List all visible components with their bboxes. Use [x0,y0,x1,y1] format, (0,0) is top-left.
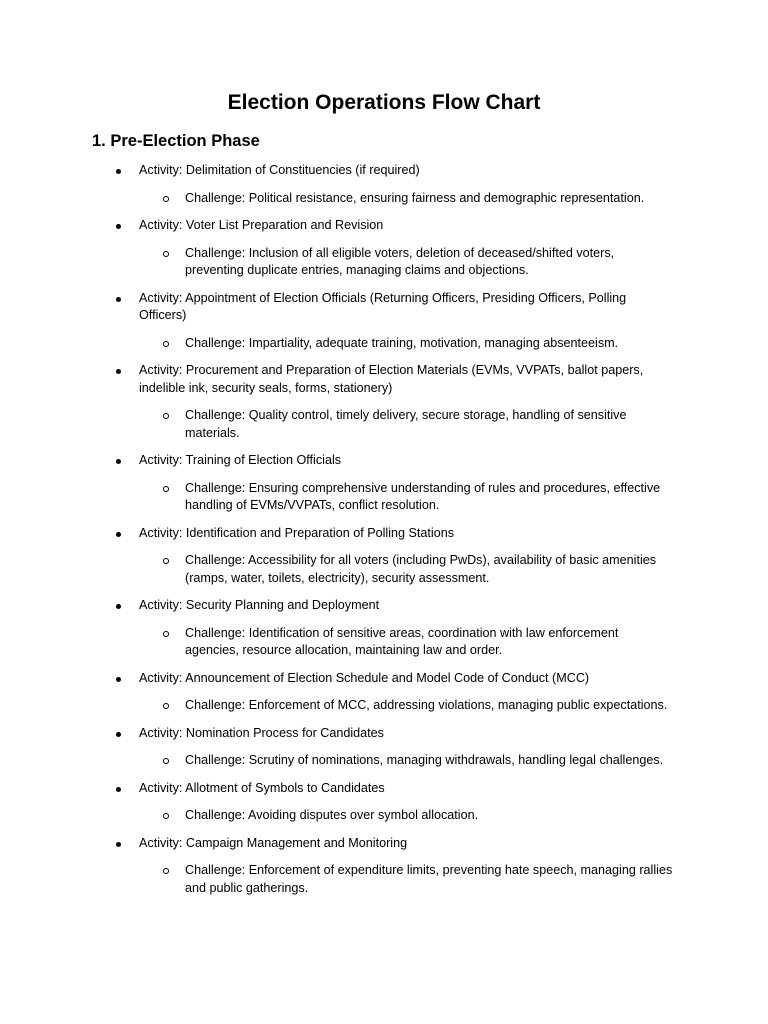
bullet-disc-icon [116,369,121,374]
challenge-text: Challenge: Avoiding disputes over symbol allocation. [185,808,479,822]
challenge-row [0,624,768,669]
bullet-circle-icon [163,813,169,819]
activity-text: Activity: Voter List Preparation and Revision [139,218,384,232]
bullet-disc-icon [116,297,121,302]
bullet-circle-icon [163,558,169,564]
activity-row [0,361,768,406]
bullet-circle-icon [163,703,169,709]
challenge-text: Challenge: Identification of sensitive areas, coordination with law enforcement agencies, resource allocation, maintaining law and order. [185,625,619,657]
activity-row [0,451,768,479]
bullet-circle-icon [163,251,169,257]
challenge-text: Challenge: Political resistance, ensuring fairness and demographic representation. [185,190,645,205]
bullet-disc-icon [116,532,121,537]
list-item [0,161,768,216]
activity-row [0,834,768,862]
challenge-row [0,334,768,362]
bullet-disc-icon [116,604,121,609]
challenge-text: Challenge: Impartiality, adequate training, motivation, managing absenteeism. [185,335,619,350]
challenge-row [0,861,768,906]
activity-list [0,161,768,906]
list-item [0,216,768,289]
bullet-circle-icon [163,758,169,764]
bullet-circle-icon [163,868,169,874]
activity-row [0,596,768,624]
bullet-disc-icon [116,169,121,174]
bullet-circle-icon [163,196,169,202]
list-item [0,724,768,779]
bullet-disc-icon [116,732,121,737]
list-item [0,451,768,524]
activity-row [0,779,768,807]
activity-text: Activity: Training of Election Officials [139,453,342,467]
activity-row [0,161,768,189]
challenge-text: Challenge: Accessibility for all voters (including PwDs), availability of basic amenities (ramps, water, toilets, electricity), security assessment. [185,553,657,585]
challenge-text: Challenge: Quality control, timely delivery, secure storage, handling of sensitive materials. [185,408,627,440]
activity-text: Activity: Appointment of Election Officials (Returning Officers, Presiding Officers, Polling Officers) [139,290,627,322]
challenge-text: Challenge: Inclusion of all eligible voters, deletion of deceased/shifted voters, preventing duplicate entries, managing claims and objections. [185,245,615,277]
list-item [0,596,768,669]
activity-text: Activity: Procurement and Preparation of Election Materials (EVMs, VVPATs, ballot papers, indelible ink, security seals, forms, stationery) [139,363,644,395]
challenge-row [0,751,768,779]
challenge-text: Challenge: Scrutiny of nominations, managing withdrawals, handling legal challenges. [185,753,664,767]
challenge-row [0,551,768,596]
challenge-text: Challenge: Enforcement of MCC, addressing violations, managing public expectations. [185,698,668,712]
bullet-circle-icon [163,413,169,419]
bullet-disc-icon [116,459,121,464]
bullet-disc-icon [116,677,121,682]
list-item [0,289,768,362]
bullet-circle-icon [163,341,169,347]
activity-text: Activity: Nomination Process for Candidates [139,725,384,740]
section-heading: 1. Pre-Election Phase [92,132,260,150]
challenge-text: Challenge: Ensuring comprehensive understanding of rules and procedures, effective handling of EVMs/VVPATs, conflict resolution. [185,480,661,512]
challenge-text: Challenge: Enforcement of expenditure limits, preventing hate speech, managing rallies and public gatherings. [185,863,673,895]
activity-row [0,289,768,334]
activity-row [0,669,768,697]
activity-row [0,524,768,552]
activity-text: Activity: Identification and Preparation of Polling Stations [139,525,455,540]
list-item [0,779,768,834]
activity-row [0,216,768,244]
challenge-row [0,479,768,524]
list-item [0,361,768,451]
challenge-row [0,806,768,834]
bullet-disc-icon [116,842,121,847]
activity-text: Activity: Announcement of Election Schedule and Model Code of Conduct (MCC) [139,670,590,685]
bullet-disc-icon [116,787,121,792]
bullet-disc-icon [116,224,121,229]
activity-text: Activity: Delimitation of Constituencies (if required) [139,163,420,177]
activity-text: Activity: Allotment of Symbols to Candidates [139,780,385,795]
challenge-row [0,244,768,289]
activity-text: Activity: Security Planning and Deployment [139,598,380,612]
list-item [0,524,768,597]
challenge-row [0,406,768,451]
challenge-row [0,189,768,217]
activity-row [0,724,768,752]
activity-text: Activity: Campaign Management and Monitoring [139,835,408,850]
list-item [0,669,768,724]
list-item [0,834,768,907]
document-title: Election Operations Flow Chart [227,91,541,114]
bullet-circle-icon [163,631,169,637]
challenge-row [0,696,768,724]
bullet-circle-icon [163,486,169,492]
